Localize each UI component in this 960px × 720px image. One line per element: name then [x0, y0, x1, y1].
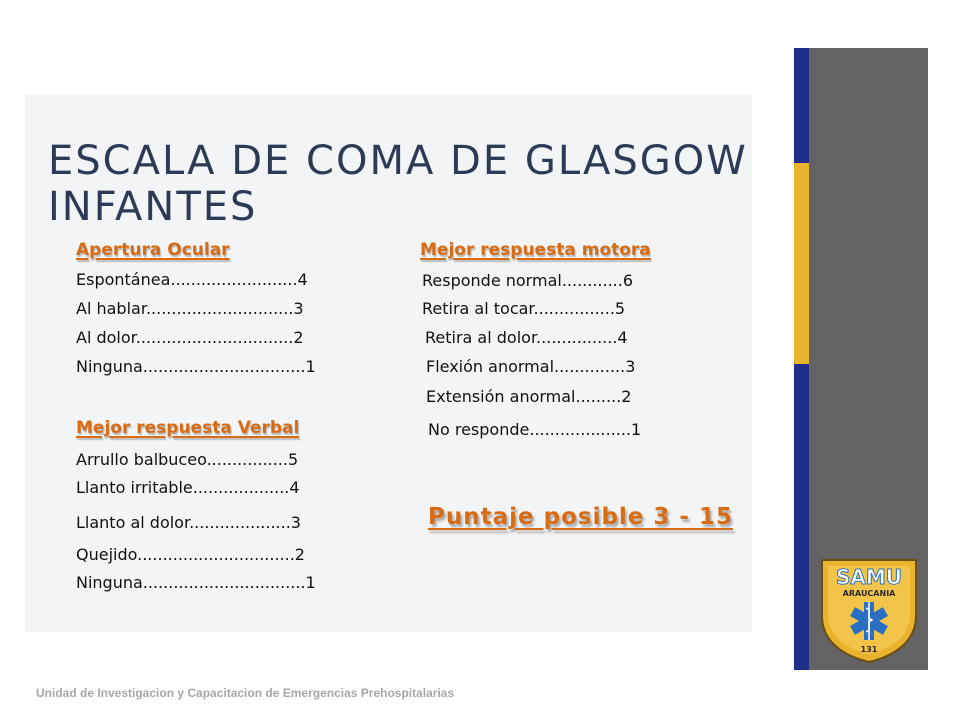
motora-item: Flexión anormal..............3 [426, 357, 636, 376]
ocular-item: Espontánea.........................4 [76, 270, 308, 289]
motora-heading: Mejor respuesta motora [420, 240, 651, 260]
footer-institution-text: Unidad de Investigacion y Capacitacion de Emergencias Prehospitalarias [36, 686, 455, 700]
motora-item: Retira al dolor................4 [425, 328, 628, 347]
ocular-heading: Apertura Ocular [76, 240, 230, 260]
verbal-item: Quejido...............................2 [76, 545, 305, 564]
title-line-1: ESCALA DE COMA DE GLASGOW [48, 138, 748, 184]
verbal-item: Llanto irritable...................4 [76, 478, 300, 497]
verbal-item: Ninguna................................1 [76, 573, 316, 592]
verbal-heading: Mejor respuesta Verbal [76, 418, 300, 438]
motora-item: Retira al tocar................5 [422, 299, 626, 318]
ocular-item: Al hablar.............................3 [76, 299, 304, 318]
verbal-item: Llanto al dolor....................3 [76, 513, 301, 532]
svg-text:SAMU: SAMU [835, 565, 903, 589]
title-line-2: INFANTES [48, 184, 258, 230]
accent-stripe-blue-top [794, 48, 809, 163]
score-range-label: Puntaje posible 3 - 15 [428, 504, 733, 530]
motora-item: Extensión anormal.........2 [426, 387, 632, 406]
ocular-item: Ninguna................................1 [76, 357, 316, 376]
verbal-item: Arrullo balbuceo................5 [76, 450, 299, 469]
samu-logo-icon [816, 556, 922, 664]
motora-item: Responde normal............6 [422, 271, 634, 290]
accent-stripe-blue-bottom [794, 364, 809, 670]
svg-text:131: 131 [860, 645, 878, 654]
svg-text:ARAUCANIA: ARAUCANIA [842, 589, 896, 598]
ocular-item: Al dolor...............................2 [76, 328, 304, 347]
slide-title [48, 138, 748, 230]
motora-item: No responde....................1 [428, 420, 642, 439]
accent-stripe-yellow [794, 163, 809, 364]
